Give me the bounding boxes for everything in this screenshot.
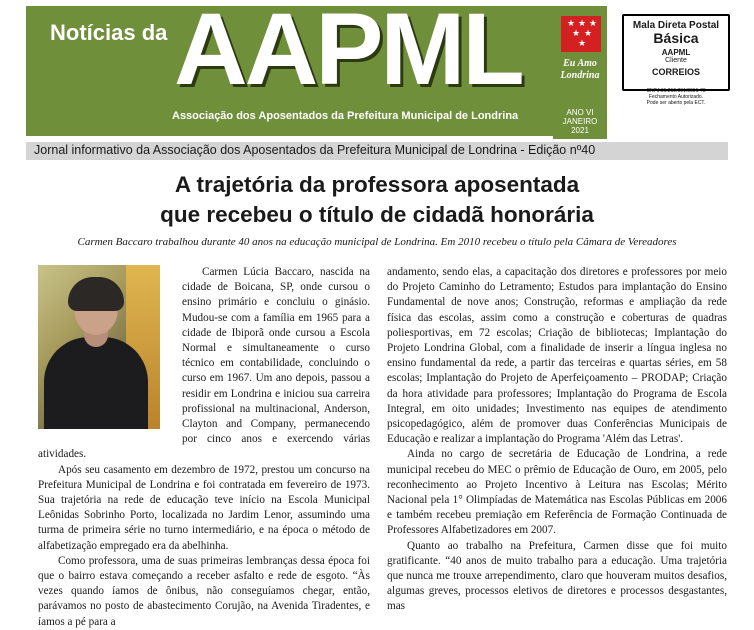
headline-line2: que recebeu o título de cidadã honorária: [160, 202, 594, 227]
edition-month: JANEIRO: [562, 117, 598, 126]
article-left-column: [38, 265, 370, 630]
stamp-line4: Cliente: [665, 57, 687, 64]
masthead: [26, 6, 553, 136]
edition-yr: 2021: [571, 126, 589, 135]
stamp-line2: Básica: [653, 30, 699, 46]
banner-text: Jornal informativo da Associação dos Aposentados da Prefeitura Municipal de Londrina - Edição nº40: [34, 143, 596, 157]
banner-bar: [26, 142, 728, 160]
edition-info: [553, 108, 607, 135]
masthead-side-panel: [553, 6, 607, 139]
article-deck: Carmen Baccaro trabalhou durante 40 anos na educação municipal de Londrina. Em 2010 recebeu o título pela Câmara de Vereadores: [77, 236, 677, 248]
article-right-column: [387, 265, 727, 615]
edition-year: ANO VI: [566, 108, 594, 117]
portrait-photo: [38, 265, 160, 429]
stamp-line3: AAPML: [661, 48, 691, 57]
stamp-line1: Mala Direta Postal: [632, 20, 720, 31]
paragraph: Carmen Lúcia Baccaro, nascida na cidade de Boicana, SP, onde cursou o ensino primário e concluiu o ginásio. Mudou-se com a família em 1965 para a cidade de Ibiporã onde cursou a Escola Normal e simultaneamente o curso técnico em contabilidade, concluindo o curso em 1967. Um ano depois, passou a residir em Londrina e iniciou sua carreira profissional na multinacional, Anderson, Clayton and Company, permanecendo por cinco anos e exercendo várias atividades.: [38, 266, 370, 461]
city-motto: Eu Amo Londrina: [560, 58, 600, 81]
stamp-small2: Fechamento Autorizado.: [648, 94, 704, 100]
stamp-small1: CNPJ:01.210.891/0001-73: [646, 88, 706, 94]
masthead-prefix: Notícias da: [50, 20, 168, 45]
stamp-footnote: [622, 88, 730, 106]
headline-line1: A trajetória da professora aposentada: [174, 172, 580, 197]
paragraph: andamento, sendo elas, a capacitação dos diretores e professores por meio do Projeto Caminho do Letramento; Estudos para implantação do Ensino Fundamental de nove anos; Construção, reformas e ampliação da rede física das escolas, assim como a construção e coberturas de quadras poliesportivas, em 72 escolas; Criação de bibliotecas; Implantação do Projeto Londrina Global, com a finalidade de inserir a língua inglesa no ensino fundamental da rede, a partir das terceiras e quartas séries, em 58 escolas; Implantação do Projeto de Aperfeiçoamento – PRODAP; Criação da hora atividade para professores; Implantação do Programa de Escola Integral, em oito unidades; Investimento nas equipes de atendimento psicopedagógico, além de promover duas Conferências Municipais de Educação e realizar a implantação do Programa 'Além das Letras'.: [387, 266, 727, 446]
paragraph: Quanto ao trabalho na Prefeitura, Carmen disse que foi muito gratificante. “40 anos de muito trabalho para a educação. Uma trajetória que nunca me trouxe arrependimento, claro que houveram muitos desafios, algumas greves, processos eletivos de diretores e processos desgastantes, mas: [387, 539, 727, 613]
masthead-logo: AAPML: [174, 6, 522, 106]
masthead-subtitle: Associação dos Aposentados da Prefeitura Municipal de Londrina: [172, 110, 519, 122]
londrina-flag-icon: ★ ★ ★ ★ ★ ★: [561, 16, 601, 52]
paragraph: Após seu casamento em dezembro de 1972, prestou um concurso na Prefeitura Municipal de Londrina e foi contratada em fevereiro de 1973. Sua trajetória na rede de educação teve início na Escola Municipal Leônidas Sobrinho Porto, localizada no Jardim Lenor, assumindo uma turma de primeira série no turno intermediário, e na época o método de alfabetização empregado era da abelhinha.: [38, 463, 370, 552]
stamp-small3: Pode ser aberto pela ECT.: [646, 100, 706, 106]
paragraph: Como professora, uma de suas primeiras lembranças dessa época foi que o bairro estava começando a receber asfalto e rede de esgoto. “Às vezes quando íamos de ônibus, não conseguíamos chegar, então, parávamos no posto de abastecimento Corujão, na Avenida Tiradentes, e íamos a pé para a: [38, 554, 370, 628]
postal-stamp: [622, 14, 730, 91]
paragraph: Ainda no cargo de secretária de Educação de Londrina, a rede municipal recebeu do MEC o prêmio de Educação de Ouro, em 2005, pelo reconhecimento ao Projeto Incentivo à Leitura nas Escolas; Mérito Nacional pela 1° Olimpíadas de Matemática nas Escolas Públicas em 2006 e também recebeu premiação em Referência de Formação Continuada de Professores Alfabetizadores em 2007.: [387, 448, 727, 537]
stamp-line5: CORREIOS: [651, 67, 700, 77]
